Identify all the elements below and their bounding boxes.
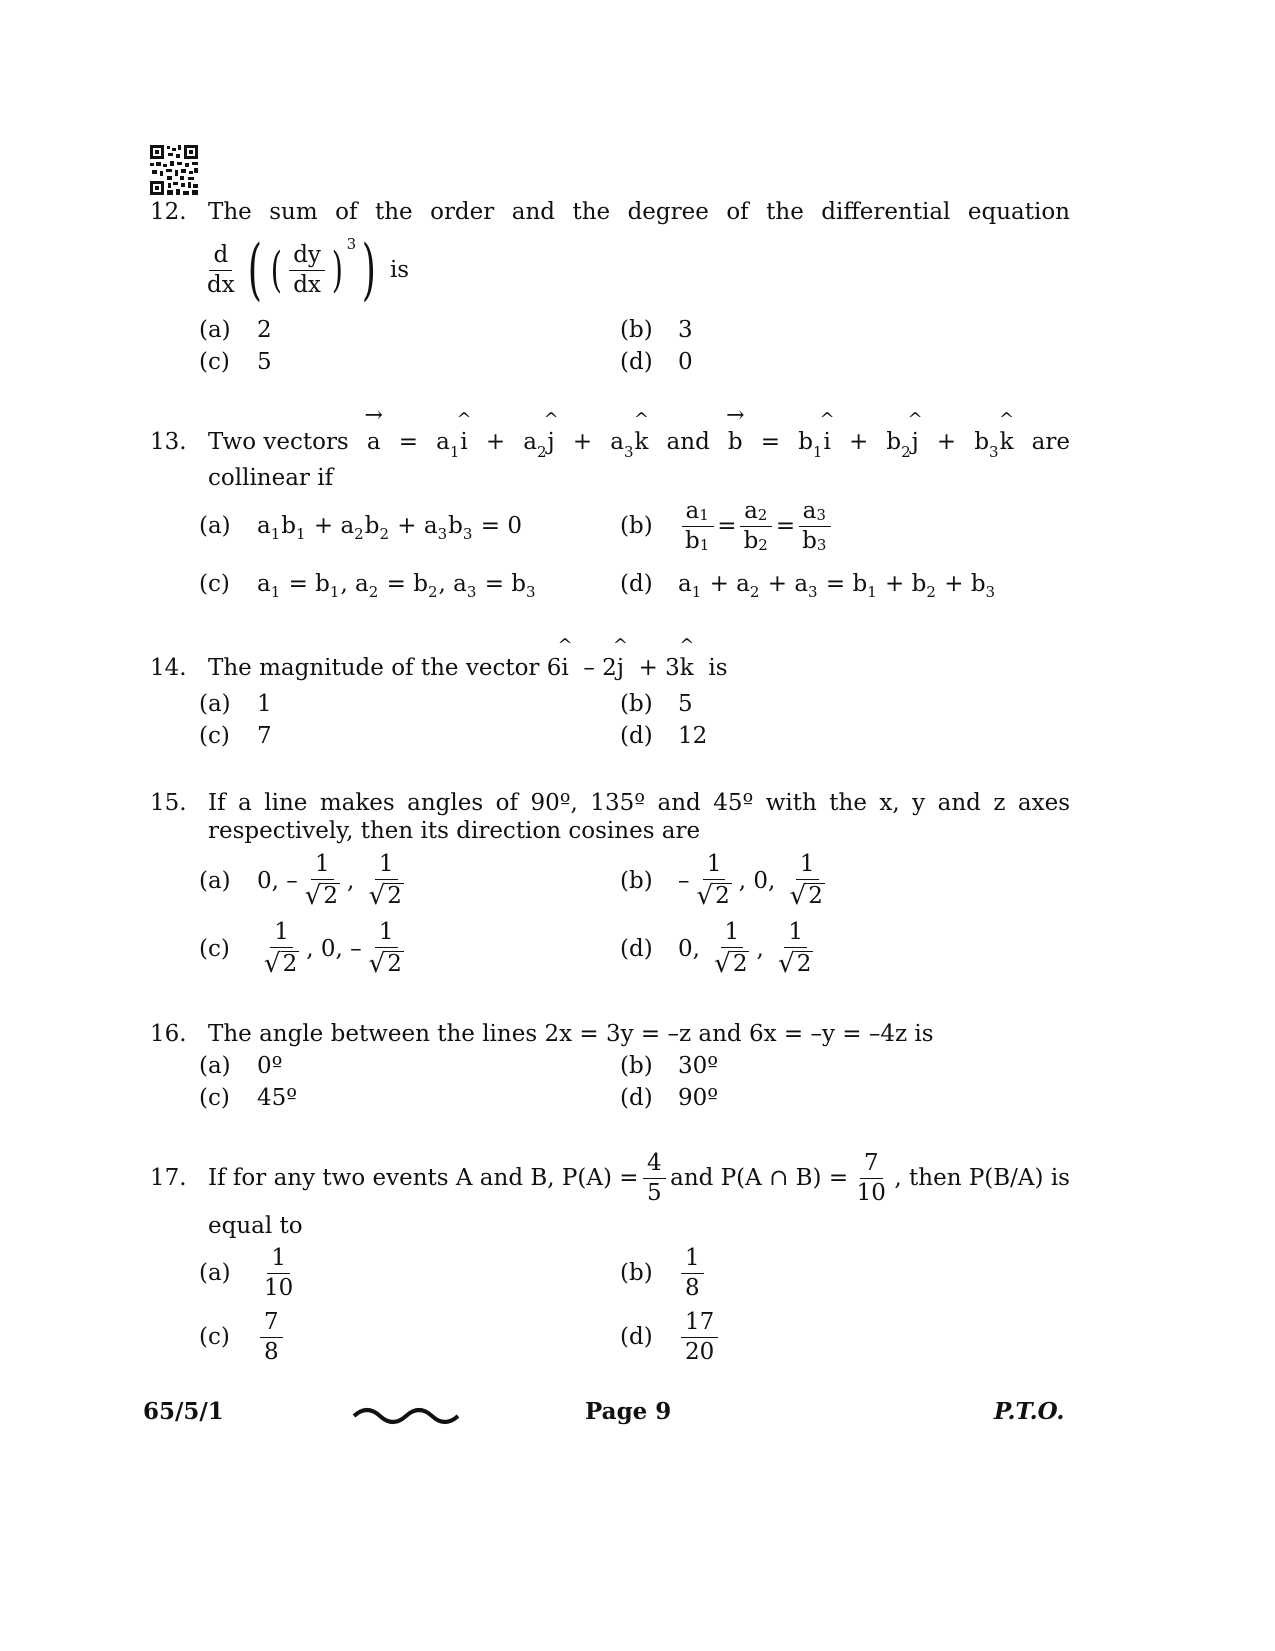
option-16a[interactable]: (a) 0º <box>199 1053 283 1079</box>
option-17c[interactable]: (c) $\frac{7}{8}$ <box>199 1312 286 1362</box>
option-15a[interactable]: (a) 0, – 1 √ 2 , 1 √ 2 <box>199 850 402 912</box>
question-number: 16. <box>150 1021 187 1047</box>
option-16b[interactable]: (b) 30º <box>620 1053 719 1079</box>
option-12b[interactable]: (b) 3 <box>620 317 693 343</box>
question-number: 17. <box>150 1165 187 1191</box>
question-text-line2: equal to <box>208 1213 303 1239</box>
option-17b[interactable]: (b) $\frac{1}{8}$ <box>620 1248 707 1298</box>
paper-code: 65/5/1 <box>143 1398 224 1425</box>
question-text-line2: respectively, then its direction cosines are <box>208 818 701 844</box>
option-13b[interactable]: (b) $\frac{a1}{b1}$ = $\frac{a2}{b2}$ = $\frac{a3}{b3}$ <box>620 508 834 544</box>
wave-decoration-icon <box>352 1404 460 1426</box>
option-15c[interactable]: (c) 1 √ 2 , 0, – 1 √ 2 <box>199 918 402 980</box>
question-number: 15. <box>150 790 187 816</box>
option-12a[interactable]: (a) 2 <box>199 317 272 343</box>
qr-code-icon <box>150 145 198 195</box>
question-number: 12. <box>150 199 187 225</box>
question-text: If a line makes angles of 90º, 135º and 45º with the x, y and z axes <box>208 790 1070 816</box>
question-number: 14. <box>150 655 187 681</box>
question-text: The angle between the lines 2x = 3y = –z and 6x = –y = –4z is <box>208 1021 934 1047</box>
question-text: Two vectors → a = $a_1\^{}$ i + $a_2\^{}$ j + $a_3\^{}$ k and → b = $b_1\^{}$ i + $b_2\^{}$ j + $b_3\^{}$ k are <box>208 426 1070 460</box>
question-text-line2: collinear if <box>208 465 334 491</box>
page-number: Page 9 <box>585 1398 672 1425</box>
option-14c[interactable]: (c) 7 <box>199 723 272 749</box>
differential-equation: $\frac{d}{dx}$ ( ( $\frac{dy}{dx}$ ) 3 ) is <box>207 231 410 308</box>
option-13a[interactable]: (a) a 1 b 1 + a 2 b 2 + a 3 b 3 = 0 <box>199 513 522 543</box>
pto-label: P.T.O. <box>994 1398 1065 1425</box>
option-14a[interactable]: (a) 1 <box>199 691 272 717</box>
question-13 <box>150 426 1070 496</box>
question-12 <box>150 196 1070 386</box>
option-13d[interactable]: (d) a 1 + a 2 + a 3 = b 1 + b 2 + b 3 <box>620 571 996 601</box>
option-14b[interactable]: (b) 5 <box>620 691 693 717</box>
option-17d[interactable]: (d) $\frac{17}{20}$ <box>620 1312 721 1362</box>
option-17a[interactable]: (a) $\frac{1}{10}$ <box>199 1244 294 1301</box>
option-15d[interactable]: (d) 0, 1 √ 2 , 1 √ 2 <box>620 918 812 980</box>
question-17 <box>150 1149 1070 1242</box>
option-12d[interactable]: (d) 0 <box>620 349 693 375</box>
question-text: The sum of the order and the degree of the differential equation <box>208 199 1070 225</box>
question-16 <box>150 1018 1070 1054</box>
question-15 <box>150 787 1070 851</box>
question-14 <box>150 652 1070 688</box>
option-12c[interactable]: (c) 5 <box>199 349 272 375</box>
option-16c[interactable]: (c) 45º <box>199 1085 298 1111</box>
option-15b[interactable]: (b) – 1 √ 2 , 0, 1 √ 2 <box>620 850 823 912</box>
question-text: The magnitude of the vector 6^ i – 2^ j + 3^ k is <box>208 652 1070 684</box>
question-text: If for any two events A and B, P(A) = $\frac{4}{5}$ and P(A ∩ B) = $\frac{7}{10}$ , then P(B/A) is <box>208 1149 1070 1206</box>
question-number: 13. <box>150 429 187 455</box>
option-14d[interactable]: (d) 12 <box>620 723 708 749</box>
option-13c[interactable]: (c) a 1 = b 1 , a 2 = b 2 , a 3 = b 3 <box>199 571 536 601</box>
option-16d[interactable]: (d) 90º <box>620 1085 719 1111</box>
